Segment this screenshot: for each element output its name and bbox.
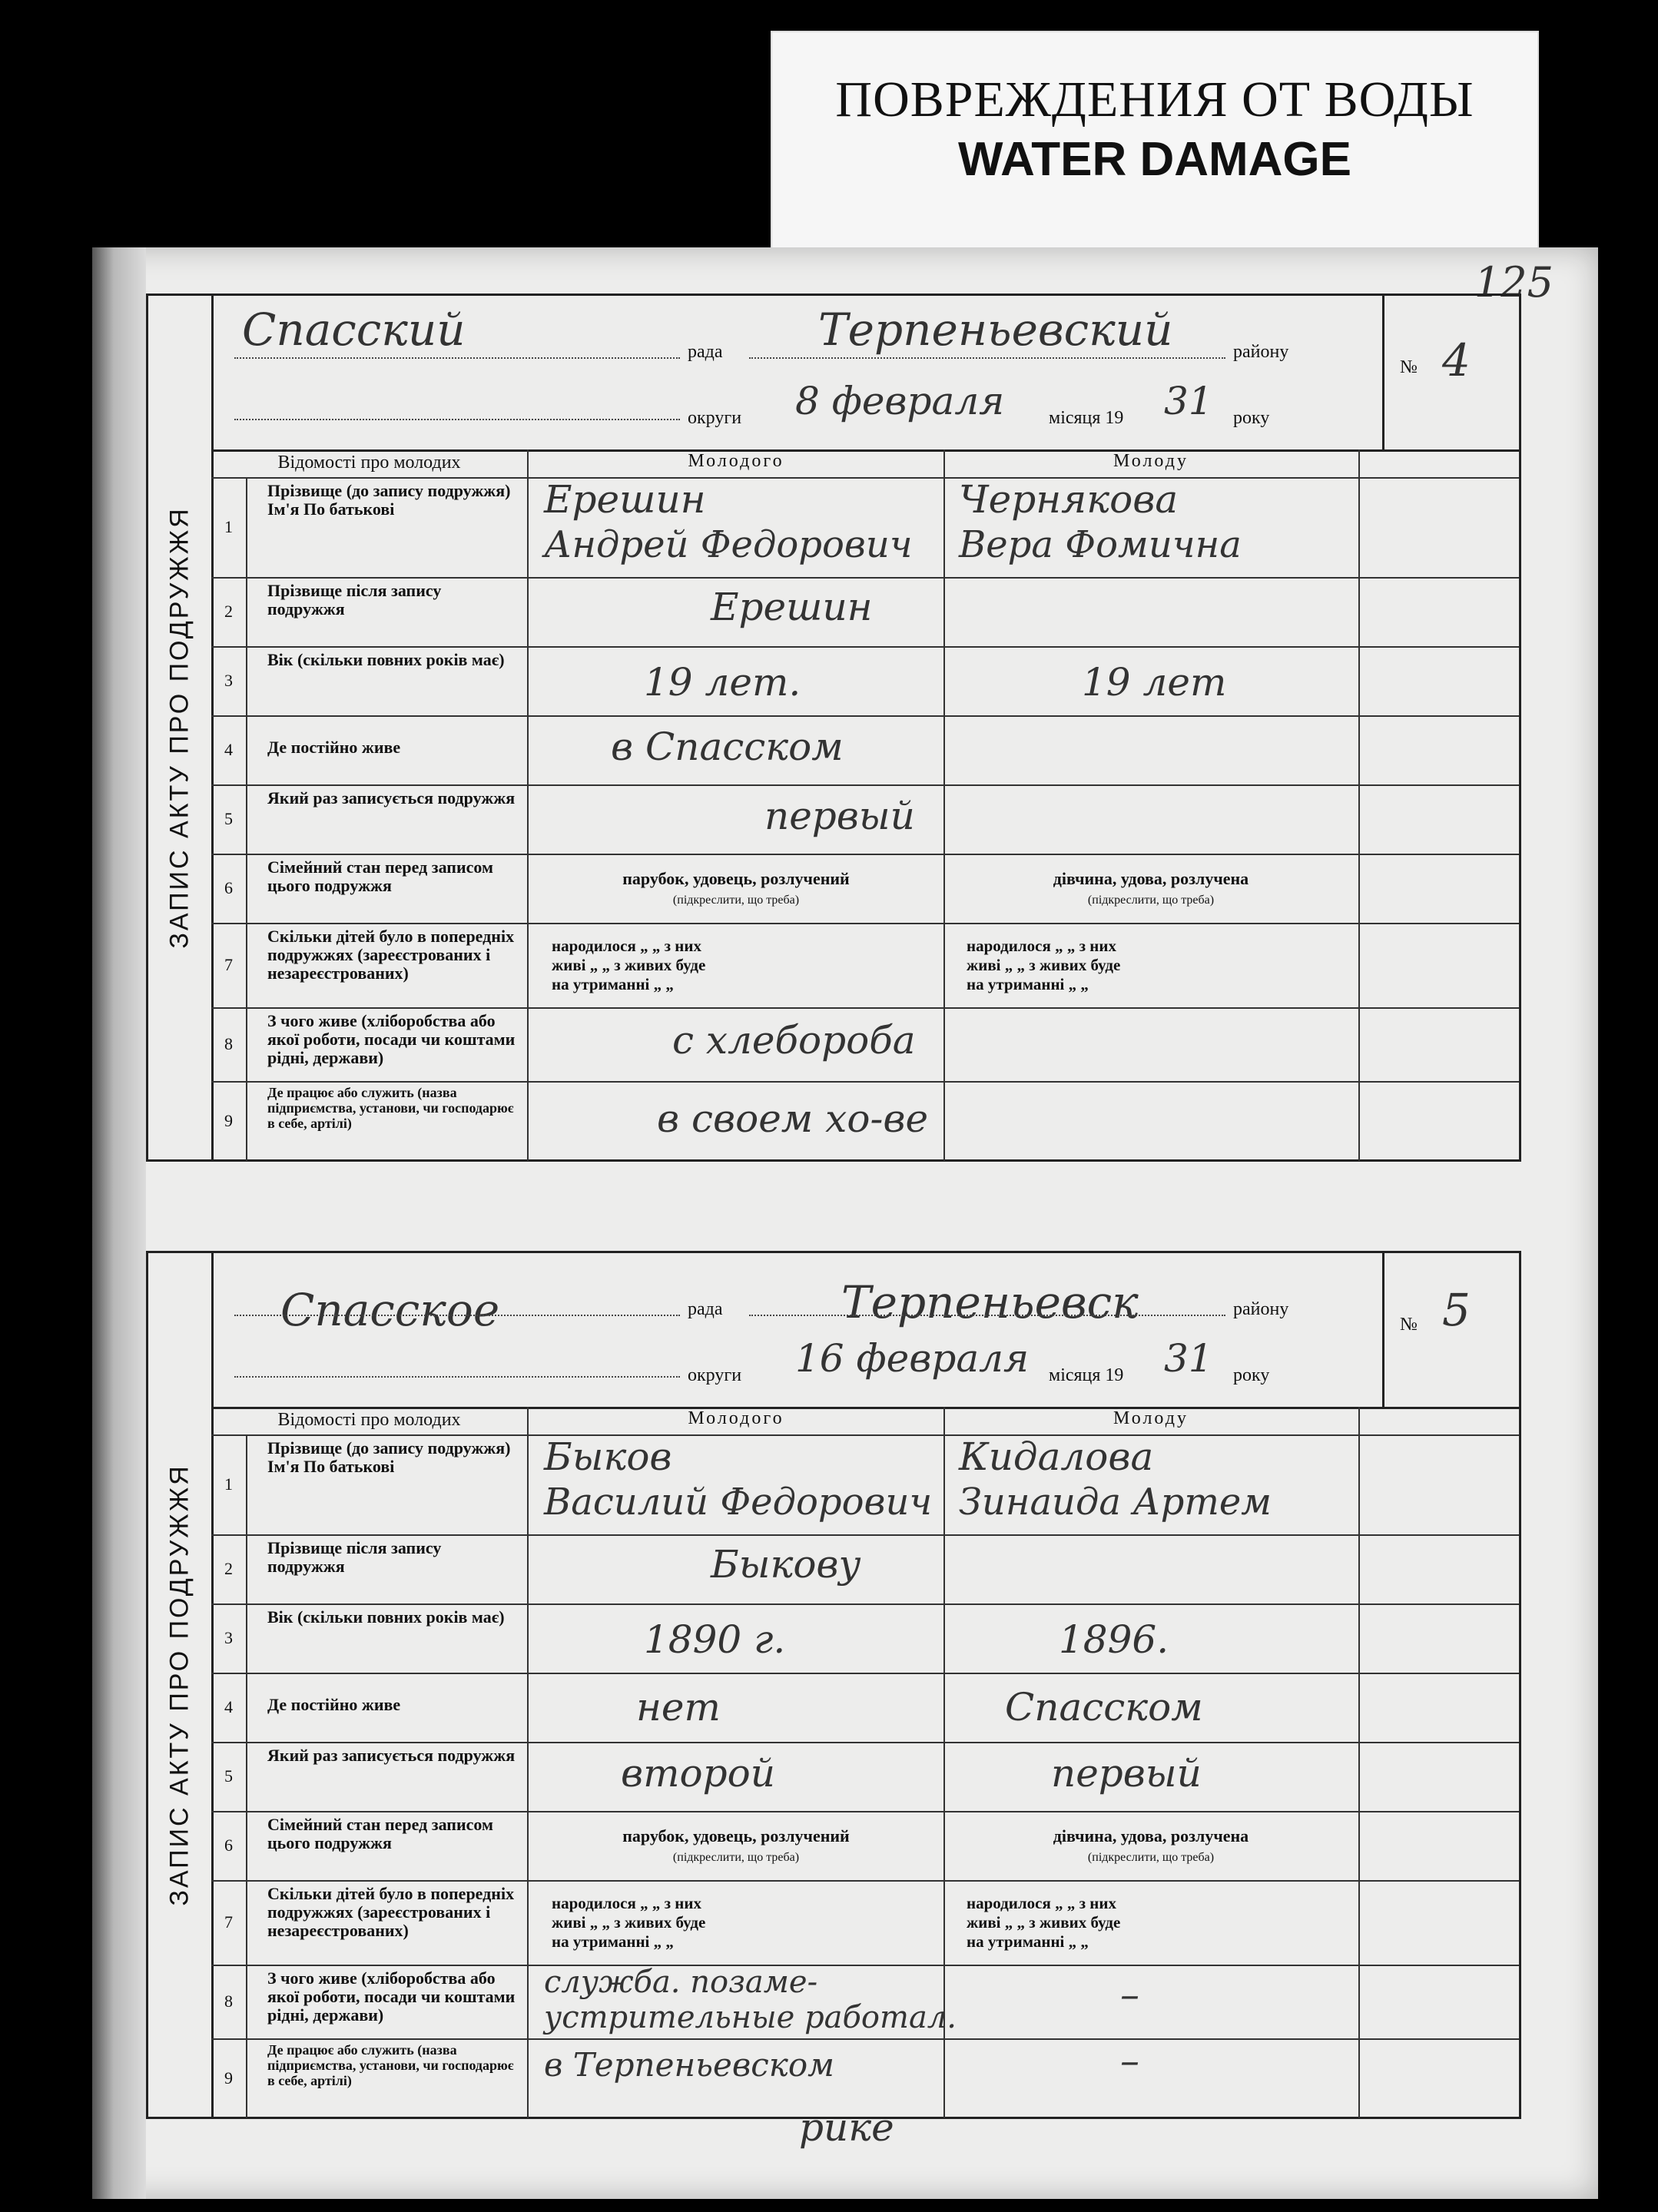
table-row: 2 Прізвище після запису подружжя Ерешин xyxy=(211,577,1519,648)
rada-value: Спасское xyxy=(280,1284,500,1336)
water-damage-stamp xyxy=(771,31,1539,261)
table-row: 4 Де постійно живе в Спасском xyxy=(211,715,1519,786)
table-row: 7 Скільки дітей було в попередніх подружжях (зареєстрованих і незареєстрованих) народилося „ „ з них живі „ „ з живих буде на утриманні „ „ народилося „ „ з них живі „ „ з живих буде на утриманні „ „ xyxy=(211,1880,1519,1966)
month-label: місяця 19 xyxy=(1049,1365,1124,1385)
table-row: 3 Вік (скільки повних років має) 1890 г. 1896. xyxy=(211,1603,1519,1674)
table-row: 5 Який раз записується подружжя первый xyxy=(211,784,1519,855)
table-row: 5 Який раз записується подружжя второй первый xyxy=(211,1742,1519,1812)
stamp-en: WATER DAMAGE xyxy=(957,133,1352,186)
year-value: 31 xyxy=(1164,1336,1213,1381)
col-groom: Молодого xyxy=(529,449,945,477)
month-label: місяця 19 xyxy=(1049,408,1124,428)
number-box xyxy=(1382,1253,1519,1407)
raion-label: району xyxy=(1233,342,1289,362)
table-row: 3 Вік (скільки повних років має) 19 лет. 19 лет xyxy=(211,646,1519,717)
col-bride: Молоду xyxy=(943,449,1360,477)
stamp-ru: ПОВРЕЖДЕНИЯ ОТ ВОДЫ xyxy=(835,71,1474,128)
raion-value: Терпеньевск xyxy=(841,1276,1139,1328)
col-groom: Молодого xyxy=(529,1407,945,1434)
table-row: 6 Сімейний стан перед записом цього подружжя парубок, удовець, розлучений (підкреслити, що треба) дівчина, удова, розлучена (підкреслити, що треба) xyxy=(211,1811,1519,1882)
table-row: 1 Прізвище (до запису подружжя) Ім'я По батькові Быков Василий Федорович Кидалова Зинаида Артем xyxy=(211,1434,1519,1536)
marriage-record-1 xyxy=(146,293,1521,1162)
col-bride: Молоду xyxy=(943,1407,1360,1434)
rada-label: рада xyxy=(688,342,723,362)
table-row: 8 З чого живе (хліборобства або якої роботи, посади чи коштами рідні, держави) служба. позаме- устрительные работал. – xyxy=(211,1965,1519,2040)
side-title: ЗАПИС АКТУ ПРО ПОДРУЖЖЯ xyxy=(148,296,214,1159)
table-row: 4 Де постійно живе нет Спасском xyxy=(211,1673,1519,1743)
record-table xyxy=(211,449,1519,1159)
record-2-work-continued: рике xyxy=(799,2105,894,2150)
table-header xyxy=(211,1407,1519,1436)
rada-label: рада xyxy=(688,1299,723,1319)
raion-value: Терпеньевский xyxy=(818,303,1173,356)
table-row: 9 Де працює або служить (назва підприємства, установи, чи господарює в себе, артілі) в Терпеньевском – xyxy=(211,2038,1519,2118)
record-number: 5 xyxy=(1442,1284,1471,1336)
record-table xyxy=(211,1407,1519,2117)
table-row: 7 Скільки дітей було в попередніх подружжях (зареєстрованих і незареєстрованих) народилося „ „ з них живі „ „ з живих буде на утриманні „ „ народилося „ „ з них живі „ „ з живих буде на утриманні „ „ xyxy=(211,923,1519,1009)
table-row: 6 Сімейний стан перед записом цього подружжя парубок, удовець, розлучений (підкреслити, що треба) дівчина, удова, розлучена (підкреслити, що треба) xyxy=(211,854,1519,924)
record-header xyxy=(211,296,1519,452)
table-header xyxy=(211,449,1519,479)
year-label: року xyxy=(1233,408,1270,428)
page-number: 125 xyxy=(1474,258,1554,307)
raion-label: району xyxy=(1233,1299,1289,1319)
date-value: 8 февраля xyxy=(795,379,1005,423)
torn-edge xyxy=(92,247,146,2199)
year-value: 31 xyxy=(1164,379,1213,423)
col-info: Відомості про молодих xyxy=(211,449,529,477)
year-label: року xyxy=(1233,1365,1270,1385)
table-row: 2 Прізвище після запису подружжя Быкову xyxy=(211,1534,1519,1605)
number-label: № xyxy=(1400,1315,1418,1335)
table-row: 1 Прізвище (до запису подружжя) Ім'я По батькові Ерешин Андрей Федорович Чернякова Вера Фомична xyxy=(211,477,1519,579)
number-box xyxy=(1382,296,1519,449)
side-title: ЗАПИС АКТУ ПРО ПОДРУЖЖЯ xyxy=(148,1253,214,2117)
okrugy-label: округи xyxy=(688,408,742,428)
record-header xyxy=(211,1253,1519,1409)
number-label: № xyxy=(1400,357,1418,377)
col-info: Відомості про молодих xyxy=(211,1407,529,1434)
record-number: 4 xyxy=(1442,334,1471,386)
date-value: 16 февраля xyxy=(795,1336,1030,1381)
table-row: 9 Де працює або служить (назва підприємства, установи, чи господарює в себе, артілі) в своем хо-ве xyxy=(211,1081,1519,1161)
rada-value: Спасский xyxy=(242,303,466,356)
okrugy-label: округи xyxy=(688,1365,742,1385)
table-row: 8 З чого живе (хліборобства або якої роботи, посади чи коштами рідні, держави) с хлебороба xyxy=(211,1007,1519,1083)
marriage-record-2 xyxy=(146,1251,1521,2119)
